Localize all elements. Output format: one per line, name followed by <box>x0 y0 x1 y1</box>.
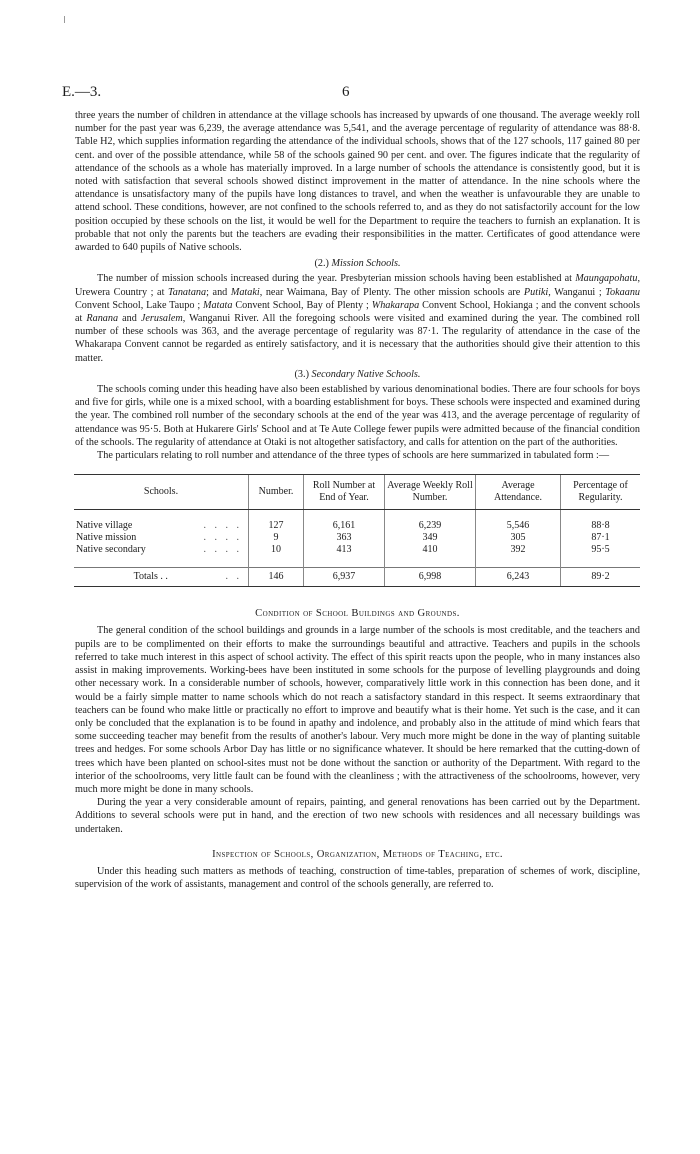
col-header-schools: Schools. <box>74 475 249 510</box>
cell-regularity: 87·1 <box>561 532 641 544</box>
total-label: Totals . . <box>133 571 168 583</box>
cell-roll-end: 363 <box>304 532 385 544</box>
cell-avg-weekly: 349 <box>385 532 476 544</box>
cell-roll-end: 413 <box>304 544 385 556</box>
inspection-paragraph: Under this heading such matters as methods of teaching, construction of time-tables, preparation of schemes of work, discipline, supervision of the work of assistants, management and control of the schools generally, are referred to. <box>75 865 640 891</box>
secondary-schools-title: Secondary Native Schools. <box>311 368 421 380</box>
row-label: Native village <box>76 520 133 532</box>
buildings-heading: Condition of School Buildings and Grounds. <box>255 608 460 620</box>
col-header-roll-end: Roll Number at End of Year. <box>304 475 385 510</box>
page-body <box>75 109 640 891</box>
total-regularity: 89·2 <box>561 568 641 587</box>
col-header-avg-attendance: Average Attendance. <box>476 475 561 510</box>
attendance-table <box>74 474 640 587</box>
cell-avg-weekly: 410 <box>385 544 476 556</box>
secondary-schools-heading <box>75 368 640 381</box>
cell-avg-weekly: 6,239 <box>385 520 476 532</box>
cell-number: 127 <box>249 520 304 532</box>
secondary-schools-number: (3.) <box>294 368 309 380</box>
leader-dots: . . . . <box>203 532 242 544</box>
buildings-paragraph-1: The general condition of the school buildings and grounds in a large number of the schools is most creditable, and the teachers and pupils are to be complimented on their efforts to make the surroundings beautiful and attractive. Teachers and pupils in the schools referred to take much interest in this aspect of school activity. The effect of this spirit reacts upon the people, who in many instances also assist in making improvements. Working-bees have been instituted in some schools for the purpose of levelling playgrounds and doing other necessary work. In a considerable number of schools, however, comparatively little work in this connection has been done, and it would be a fairly simple matter to name schools which do not reach a satisfactory standard in this respect. It seems extraordinary that teachers can be found who make little or practically no effort to improve and beautify what is their home. Yet such is the case, and it can only be concluded that the explanation is to be found in apathy and indolence, and probably also in the attitude of mind which fears that some succeeding teacher may benefit from the results of another's labour. Very much more might be done in the way of planting suitable trees and hedges. For some schools Arbor Day has little or no significance whatever. It should be here remarked that the cutting-down of trees which have been planted on school-sites must not be done without the sanction or authority of the Department. With regard to the interior of the schoolrooms, very little fault can be found with the cleanliness ; with the attractiveness of the schoolrooms, however, very much more might be done in many schools. <box>75 625 640 795</box>
attendance-paragraph: three years the number of children in attendance at the village schools has increased by upwards of one thousand. The average weekly roll number for the past year was 6,239, the average attendance was 5,541, and the average percentage of regularity of attendance was 88·8. Table H2, which supplies information regarding the attendance of the individual schools, shows that of the 127 schools, 117 gained 80 per cent. and over of the possible attendance, while 58 of the schools gained 90 per cent. and over. The figures indicate that the regularity of attendance of the schools as a whole has materially improved. In a large number of schools the attendance is consistently good, but it is noted with satisfaction that several schools showed distinct improvement in the matter of attendance. In the nine schools where the attendance is unsatisfactory many of the pupils have long distances to travel, and when the weather is unfavourable they are unable to attend school. These conditions, however, are not confined to the schools referred to, and as they do not satisfactorily account for the low position occupied by these schools on the list, it would be well for the Department to require the teachers to furnish an explanation. It is probable that not only the parents but the teachers are evading their responsibilities in the matter. Certificates of good attendance were awarded to 640 pupils of Native schools. <box>75 110 640 254</box>
margin-mark <box>64 16 65 23</box>
cell-number: 9 <box>249 532 304 544</box>
col-header-regularity: Percentage of Regularity. <box>561 475 641 510</box>
inspection-heading: Inspection of Schools, Organization, Methods of Teaching, etc. <box>212 848 503 860</box>
mission-schools-title: Mission Schools. <box>331 258 401 270</box>
total-avg-attendance: 6,243 <box>476 568 561 587</box>
row-label: Native mission <box>76 532 137 544</box>
table-total-row <box>74 568 640 587</box>
secondary-schools-paragraph: The schools coming under this heading have also been established by various denominational bodies. There are four schools for boys and five for girls, while one is a mixed school, with a boarding establishment for boys. These schools were inspected and examined during the year. The combined roll number of the secondary schools at the end of the year was 413, and the average percentage of regularity of attendance was 95·5. Both at Hukarere Girls' School and at Te Aute College fewer pupils were admitted because of the financial condition of the schools. The regularity of attendance at Otaki is not altogether satisfactory, and calls for attention on the part of the authorities. <box>75 384 641 448</box>
total-avg-weekly: 6,998 <box>385 568 476 587</box>
table-row <box>74 520 640 532</box>
row-label: Native secondary <box>76 544 146 556</box>
buildings-paragraph-2: During the year a very considerable amount of repairs, painting, and general renovations has been carried out by the Department. Additions to several schools were put in hand, and the erection of two new schools with residences and all necessary buildings was undertaken. <box>75 797 640 835</box>
table-row <box>74 532 640 544</box>
total-number: 146 <box>249 568 304 587</box>
col-header-avg-weekly: Average Weekly Roll Number. <box>385 475 476 510</box>
cell-avg-attendance: 305 <box>476 532 561 544</box>
leader-dots: . . . . <box>203 520 242 532</box>
table-intro-paragraph: The particulars relating to roll number and attendance of the three types of schools are here summarized in tabulated form :— <box>97 450 610 462</box>
cell-roll-end: 6,161 <box>304 520 385 532</box>
cell-number: 10 <box>249 544 304 556</box>
cell-avg-attendance: 5,546 <box>476 520 561 532</box>
mission-schools-paragraph: The number of mission schools increased during the year. Presbyterian mission schools having been established at Maungapohatu, Urewera Country ; at Tanatana; and Mataki, near Waimana, Bay of Plenty. The other mission schools are Putiki, Wanganui ; Tokaanu Convent School, Lake Taupo ; Matata Convent School, Bay of Plenty ; Whakarapa Convent School, Hokianga ; and the convent schools at Ranana and Jerusalem, Wanganui River. All the foregoing schools were visited and examined during the year. The combined roll number of these schools was 363, and the average percentage of regularity was 87·1. The regularity of attendance in the case of the Whakarapa Convent cannot be regarded as entirely satisfactory, and it is necessary that the authorities should give their attention to this matter. <box>75 273 641 364</box>
cell-regularity: 95·5 <box>561 544 641 556</box>
cell-avg-attendance: 392 <box>476 544 561 556</box>
cell-regularity: 88·8 <box>561 520 641 532</box>
leader-dots: . . . . <box>203 544 242 556</box>
col-header-number: Number. <box>249 475 304 510</box>
document-code: E.—3. <box>62 84 102 100</box>
page-header <box>62 84 642 102</box>
leader-dots: . . <box>225 571 242 583</box>
table-row <box>74 544 640 556</box>
mission-schools-heading <box>75 257 640 270</box>
page-number: 6 <box>342 84 350 100</box>
mission-schools-number: (2.) <box>314 258 329 270</box>
table-header-row <box>74 475 640 510</box>
total-roll-end: 6,937 <box>304 568 385 587</box>
